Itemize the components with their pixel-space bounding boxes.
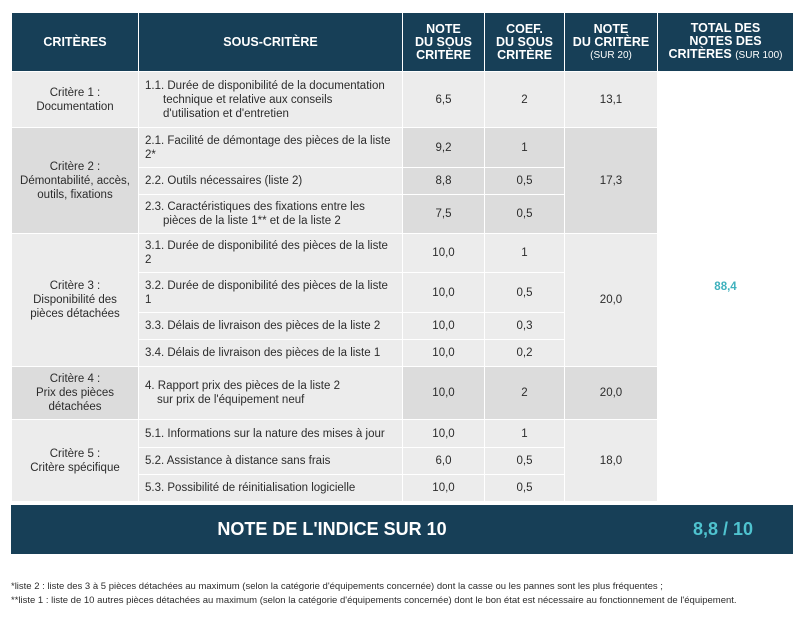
criterion-label: Critère 3 : Disponibilité des pièces détachées [12,234,139,367]
criterion-note: 20,0 [565,234,658,367]
header-coef: COEF. DU SOUS CRITÈRE [485,13,565,72]
header-note-sous-critere: NOTE DU SOUS CRITÈRE [403,13,485,72]
header-row [12,13,794,72]
sub-criterion: 2.3. Caractéristiques des fixations entre les pièces de la liste 1** et de la liste 2 [139,195,403,234]
criterion-label: Critère 5 : Critère spécifique [12,420,139,502]
sub-criterion-coef: 0,5 [485,195,565,234]
footnotes [11,580,801,608]
sub-criterion: 3.1. Durée de disponibilité des pièces de la liste 2 [139,234,403,273]
sub-criterion-coef: 0,3 [485,313,565,340]
header-total: TOTAL DES NOTES DES CRITÈRES (SUR 100) [658,13,794,72]
header-sous-critere: SOUS-CRITÈRE [139,13,403,72]
sub-criterion-coef: 0,2 [485,340,565,367]
criterion-label: Critère 2 : Démontabilité, accès, outils, fixations [12,128,139,234]
sub-criterion-note: 9,2 [403,128,485,168]
sub-criterion-note: 6,0 [403,448,485,475]
footnote-liste-1: **liste 1 : liste de 10 autres pièces détachées au maximum (selon la catégorie d'équipements concernée) dont le bon état est nécessaire au fonctionnement de l'équipement. [11,595,737,606]
sub-criterion-note: 10,0 [403,420,485,448]
sub-criterion-note: 6,5 [403,72,485,128]
index-score-value: 8,8 / 10 [692,519,754,539]
sub-criterion-coef: 0,5 [485,475,565,502]
sub-criterion: 3.3. Délais de livraison des pièces de la liste 2 [139,313,403,340]
sub-criterion-coef: 0,5 [485,273,565,313]
sub-criterion-coef: 1 [485,234,565,273]
sub-criterion-coef: 2 [485,72,565,128]
sub-criterion-note: 10,0 [403,475,485,502]
criterion-note: 13,1 [565,72,658,128]
criterion-note: 18,0 [565,420,658,502]
criterion-label: Critère 1 : Documentation [12,72,139,128]
index-score-label: NOTE DE L'INDICE SUR 10 [217,519,447,539]
sub-criterion-coef: 0,5 [485,448,565,475]
sub-criterion-note: 10,0 [403,340,485,367]
sub-criterion: 1.1. Durée de disponibilité de la documentation technique et relative aux conseils d'utilisation et d'entretien [139,72,403,128]
sub-criterion-note: 10,0 [403,234,485,273]
index-score-bar [11,505,793,554]
criterion-note: 17,3 [565,128,658,234]
sub-criterion: 5.3. Possibilité de réinitialisation logicielle [139,475,403,502]
sub-criterion-coef: 1 [485,128,565,168]
sub-criterion: 3.2. Durée de disponibilité des pièces de la liste 1 [139,273,403,313]
sub-criterion: 5.1. Informations sur la nature des mises à jour [139,420,403,448]
sub-criterion-note: 10,0 [403,367,485,420]
sub-criterion-note: 8,8 [403,168,485,195]
sub-criterion: 3.4. Délais de livraison des pièces de la liste 1 [139,340,403,367]
criterion-label: Critère 4 : Prix des pièces détachées [12,367,139,420]
sub-criterion: 2.1. Facilité de démontage des pièces de la liste 2* [139,128,403,168]
sub-criterion-note: 10,0 [403,313,485,340]
criterion-note: 20,0 [565,367,658,420]
header-criteres: CRITÈRES [12,13,139,72]
header-note-critere: NOTE DU CRITÈRE (SUR 20) [565,13,658,72]
sub-criterion: 4. Rapport prix des pièces de la liste 2 sur prix de l'équipement neuf [139,367,403,420]
sub-criterion: 5.2. Assistance à distance sans frais [139,448,403,475]
footnote-liste-2: *liste 2 : liste des 3 à 5 pièces détachées au maximum (selon la catégorie d'équipements concernée) dont la casse ou les pannes sont les plus fréquentes ; [11,581,663,592]
sub-criterion-note: 7,5 [403,195,485,234]
table-row [12,72,794,128]
sub-criterion-note: 10,0 [403,273,485,313]
sub-criterion-coef: 1 [485,420,565,448]
total-score: 88,4 [658,72,794,502]
criteria-table [11,12,794,502]
sub-criterion-coef: 0,5 [485,168,565,195]
sub-criterion: 2.2. Outils nécessaires (liste 2) [139,168,403,195]
sub-criterion-coef: 2 [485,367,565,420]
